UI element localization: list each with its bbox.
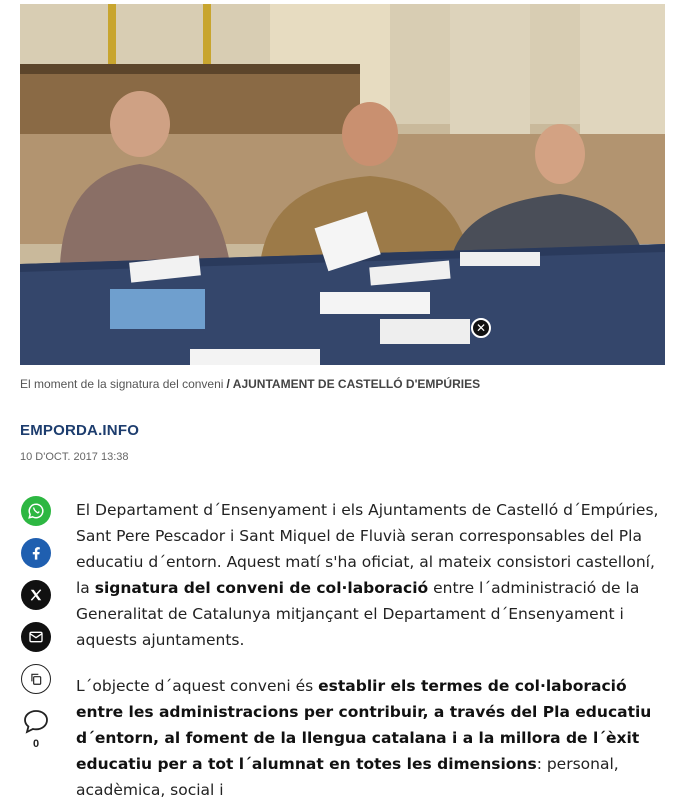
paragraph-text: El Departament d´Ensenyament i els Ajuntaments de Castelló d´Empúries, Sant Pere Pescador i Sant Miquel de Fluvià seran corresponsables del Pla educatiu d´entorn. Aquest matí s'ha oficiat, al mateix consistori castelloní, la <box>76 501 659 597</box>
paragraph-text: entre l´administració de la Generalitat de Catalunya mitjançant el Departament d´Ensenyament i aquests ajuntaments. <box>76 579 640 649</box>
x-share-button[interactable] <box>21 580 51 610</box>
paragraph-text: L´objecte d´aquest conveni és <box>76 677 319 695</box>
whatsapp-icon <box>27 502 45 520</box>
paragraph-text: : personal, acadèmica, social i <box>76 755 619 799</box>
email-share-button[interactable] <box>21 622 51 652</box>
facebook-icon <box>28 545 44 561</box>
article-paragraph <box>76 673 661 801</box>
article-body <box>76 497 661 801</box>
photo-credit: AJUNTAMENT DE CASTELLÓ D'EMPÚRIES <box>232 377 481 391</box>
article-photo-image <box>20 4 665 365</box>
comment-count: 0 <box>32 738 40 750</box>
caption-separator: / <box>226 377 230 391</box>
comments-button[interactable] <box>21 706 51 736</box>
paragraph-highlight: signatura del conveni de col·laboració <box>94 579 429 597</box>
publish-date: 10 D'OCT. 2017 13:38 <box>20 451 129 463</box>
x-icon <box>29 588 43 602</box>
copy-icon <box>29 672 43 686</box>
photo-caption <box>20 377 480 391</box>
email-icon <box>28 629 44 645</box>
close-icon[interactable]: ✕ <box>471 318 491 338</box>
copy-link-button[interactable] <box>21 664 51 694</box>
caption-text: El moment de la signatura del conveni <box>20 377 224 391</box>
paragraph-highlight: establir els termes de col·laboració entre les administracions per contribuir, a través del Pla educatiu d´entorn, al foment de la llengua catalana i a la millora de l´èxit educatiu per a tot l´alumnat en totes les dimensions <box>76 677 652 773</box>
facebook-share-button[interactable] <box>21 538 51 568</box>
whatsapp-share-button[interactable] <box>21 496 51 526</box>
article-paragraph <box>76 497 661 653</box>
source-link[interactable]: EMPORDA.INFO <box>20 422 140 439</box>
share-bar <box>21 496 51 750</box>
article-photo <box>20 4 665 365</box>
comment-icon <box>22 707 50 735</box>
